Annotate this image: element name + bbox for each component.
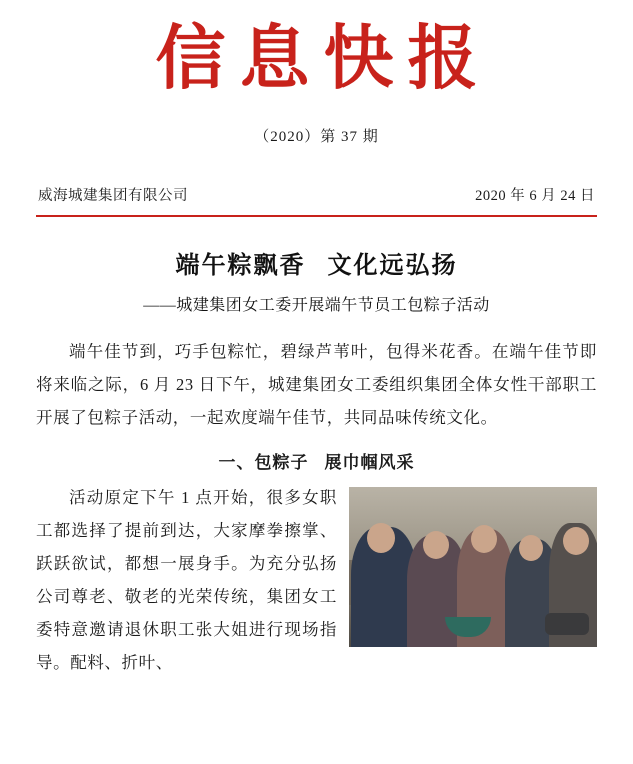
photo-head-5	[563, 527, 589, 555]
article-headline	[36, 245, 597, 280]
paragraph-one: 端午佳节到，巧手包粽忙，碧绿芦苇叶，包得米花香。在端午佳节即将来临之际，6 月 23 日下午，城建集团女工委组织集团全体女性干部职工开展了包粽子活动，一起欢度端午佳节，共同品味传统文化。	[36, 341, 597, 427]
section-heading-part-one: 一、包粽子	[218, 452, 309, 472]
article-body	[36, 335, 597, 434]
publication-title: 信息快报	[155, 16, 492, 99]
masthead	[36, 0, 597, 146]
photo-head-1	[367, 523, 395, 553]
headline-part-two: 文化远弘扬	[327, 252, 458, 279]
masthead-divider	[36, 215, 597, 217]
headline-part-one: 端午粽飘香	[175, 252, 306, 279]
organization-name: 威海城建集团有限公司	[38, 187, 188, 204]
photo-pot	[545, 613, 589, 635]
publication-date: 2020 年 6 月 24 日	[475, 187, 595, 204]
paragraph-two: 活动原定下午 1 点开始，很多女职工都选择了提前到达，大家摩拳擦掌、跃跃欲试，都想一展身手。为充分弘扬公司尊老、敬老的光荣传统，集团女工委特意邀请退休职工张大姐进行现场指导。配料、折叶、	[36, 487, 337, 672]
activity-photo	[349, 487, 597, 647]
section-heading-one	[36, 448, 597, 473]
masthead-meta	[36, 184, 597, 215]
photo-head-4	[519, 535, 543, 561]
photo-head-2	[423, 531, 449, 559]
article-subheadline: ——城建集团女工委开展端午节员工包粽子活动	[143, 296, 490, 314]
photo-head-3	[471, 525, 497, 553]
article-body-continued	[36, 481, 597, 679]
section-heading-part-two: 展巾帼风采	[324, 452, 415, 472]
issue-number: （2020）第 37 期	[254, 128, 379, 145]
